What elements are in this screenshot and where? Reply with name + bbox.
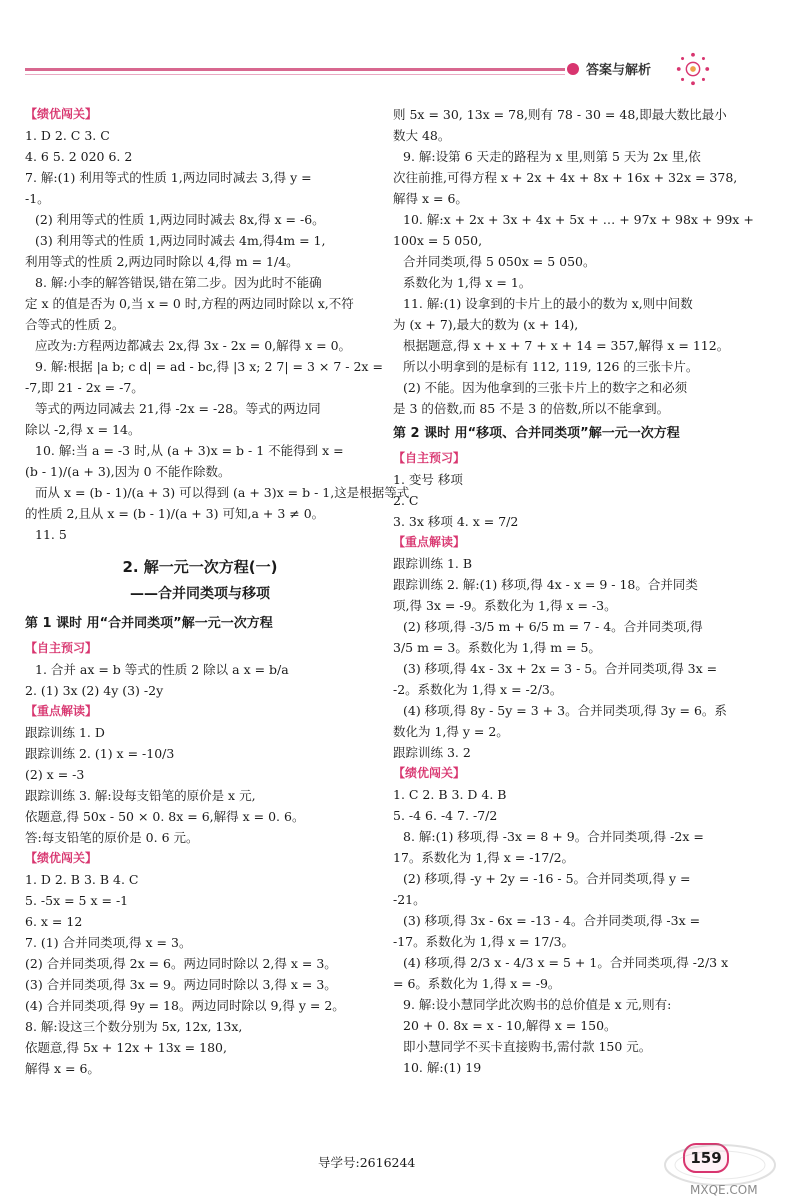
answer-line: 解得 x = 6。 (25, 1061, 100, 1076)
answer-line: 根据题意,得 x + x + 7 + x + 14 = 357,解得 x = 112。 (403, 338, 730, 353)
header-dot-icon (567, 63, 579, 75)
section-tag: 【自主预习】 (25, 641, 98, 655)
answer-line: 9. 解:设小慧同学此次购书的总价值是 x 元,则有: (403, 997, 672, 1012)
section-tag: 【重点解读】 (393, 535, 466, 549)
header-title: 答案与解析 (586, 63, 652, 78)
answer-line: (2) x = -3 (25, 767, 85, 782)
answer-line: 数化为 1,得 y = 2。 (393, 724, 509, 739)
answer-line: 8. 解:设这三个数分别为 5x, 12x, 13x, (25, 1019, 243, 1034)
section-tag: 【绩优闯关】 (25, 107, 98, 121)
answer-line: 1. C 2. B 3. D 4. B (393, 787, 507, 802)
answer-line: 2. C (393, 493, 419, 508)
answer-line: 即小慧同学不买卡直接购书,需付款 150 元。 (403, 1039, 652, 1054)
answer-line: 11. 5 (35, 527, 67, 542)
guide-code: 导学号:2616244 (318, 1155, 416, 1170)
answer-line: 4. 6 5. 2 020 6. 2 (25, 149, 133, 164)
section-tag: 【绩优闯关】 (393, 766, 466, 780)
answer-line: 10. 解:x + 2x + 3x + 4x + 5x + … + 97x + 98x + 99x + (403, 212, 754, 227)
answer-line: (3) 合并同类项,得 3x = 9。两边同时除以 3,得 x = 3。 (25, 977, 337, 992)
answer-line: 除以 -2,得 x = 14。 (25, 422, 141, 437)
answer-line: 数大 48。 (393, 128, 451, 143)
answer-line: 5. -5x = 5 x = -1 (25, 893, 129, 908)
answer-line: 2. (1) 3x (2) 4y (3) -2y (25, 683, 164, 698)
answer-line: 8. 解:小李的解答错误,错在第二步。因为此时不能确 (35, 275, 322, 290)
answer-line: 为 (x + 7),最大的数为 (x + 14), (393, 317, 579, 332)
answer-line: 跟踪训练 1. B (393, 556, 473, 571)
answer-line: 次往前推,可得方程 x + 2x + 4x + 8x + 16x + 32x = 378, (393, 170, 738, 185)
answer-line: 1. D 2. C 3. C (25, 128, 110, 143)
answer-line: 等式的两边同减去 21,得 -2x = -28。等式的两边同 (35, 401, 321, 416)
answer-line: 依题意,得 50x - 50 × 0. 8x = 6,解得 x = 0. 6。 (25, 809, 305, 824)
answer-line: 11. 解:(1) 设拿到的卡片上的最小的数为 x,则中间数 (403, 296, 693, 311)
answer-line: 100x = 5 050, (393, 233, 483, 248)
answer-line: 10. 解:(1) 19 (403, 1060, 482, 1075)
answer-line: (3) 移项,得 4x - 3x + 2x = 3 - 5。合并同类项,得 3x = (403, 661, 718, 676)
answer-line: 9. 解:设第 6 天走的路程为 x 里,则第 5 天为 2x 里,依 (403, 149, 701, 164)
answer-line: (4) 合并同类项,得 9y = 18。两边同时除以 9,得 y = 2。 (25, 998, 345, 1013)
answer-line: 解得 x = 6。 (393, 191, 468, 206)
answer-line: 6. x = 12 (25, 914, 83, 929)
answer-line: 应改为:方程两边都减去 2x,得 3x - 2x = 0,解得 x = 0。 (35, 338, 352, 353)
answer-line: (2) 不能。因为他拿到的三张卡片上的数字之和必须 (403, 380, 688, 395)
answer-line: 7. 解:(1) 利用等式的性质 1,两边同时减去 3,得 y = (25, 170, 312, 185)
section-tag: 【自主预习】 (393, 451, 466, 465)
answer-line: 而从 x = (b - 1)/(a + 3) 可以得到 (a + 3)x = b - 1,这是根据等式 (35, 485, 410, 500)
answer-line: 合并同类项,得 5 050x = 5 050。 (403, 254, 596, 269)
right-column (393, 104, 754, 1078)
left-column (25, 104, 410, 1079)
answer-line: 所以小明拿到的是标有 112, 119, 126 的三张卡片。 (403, 359, 699, 374)
answer-line: 8. 解:(1) 移项,得 -3x = 8 + 9。合并同类项,得 -2x = (403, 829, 704, 844)
answer-line: 依题意,得 5x + 12x + 13x = 180, (25, 1040, 227, 1055)
answer-line: -1。 (25, 191, 50, 206)
answer-line: 系数化为 1,得 x = 1。 (403, 275, 532, 290)
section-title: 2. 解一元一次方程(一) (122, 558, 278, 576)
answer-line: 1. 合并 ax = b 等式的性质 2 除以 a x = b/a (35, 662, 289, 677)
answer-line: 则 5x = 30, 13x = 78,则有 78 - 30 = 48,即最大数比最小 (393, 107, 727, 122)
answer-line: 17。系数化为 1,得 x = -17/2。 (393, 850, 575, 865)
section-tag: 【重点解读】 (25, 704, 98, 718)
lesson-heading: 第 1 课时 用“合并同类项”解一元一次方程 (25, 616, 273, 631)
answer-line: 10. 解:当 a = -3 时,从 (a + 3)x = b - 1 不能得到 x = (35, 443, 344, 458)
answer-line: 3. 3x 移项 4. x = 7/2 (393, 514, 519, 529)
answer-line: (3) 移项,得 3x - 6x = -13 - 4。合并同类项,得 -3x = (403, 913, 701, 928)
answer-line: 跟踪训练 2. 解:(1) 移项,得 4x - x = 9 - 18。合并同类 (393, 577, 698, 592)
answer-line: 跟踪训练 3. 解:设每支铅笔的原价是 x 元, (25, 788, 256, 803)
answer-line: (3) 利用等式的性质 1,两边同时减去 4m,得4m = 1, (35, 233, 326, 248)
section-subtitle: ——合并同类项与移项 (130, 586, 270, 602)
watermark-text: MXQE.COM (690, 1183, 758, 1197)
answer-line: (4) 移项,得 2/3 x - 4/3 x = 5 + 1。合并同类项,得 -2/3 x (403, 955, 729, 970)
lesson-heading: 第 2 课时 用“移项、合并同类项”解一元一次方程 (393, 426, 680, 441)
answer-line: 是 3 的倍数,而 85 不是 3 的倍数,所以不能拿到。 (393, 401, 670, 416)
answer-line: = 6。系数化为 1,得 x = -9。 (393, 976, 561, 991)
answer-line: -21。 (393, 892, 426, 907)
page-number: 159 (690, 1149, 722, 1167)
answer-line: (b - 1)/(a + 3),因为 0 不能作除数。 (25, 464, 231, 479)
answer-line: 20 + 0. 8x = x - 10,解得 x = 150。 (403, 1018, 617, 1033)
answer-line: 合等式的性质 2。 (25, 317, 125, 332)
answer-line: 定 x 的值是否为 0,当 x = 0 时,方程的两边同时除以 x,不符 (25, 296, 354, 311)
answer-line: (2) 利用等式的性质 1,两边同时减去 8x,得 x = -6。 (35, 212, 325, 227)
answer-line: 5. -4 6. -4 7. -7/2 (393, 808, 498, 823)
answer-line: 1. D 2. B 3. B 4. C (25, 872, 139, 887)
answer-line: 答:每支铅笔的原价是 0. 6 元。 (25, 830, 199, 845)
answer-line: (2) 合并同类项,得 2x = 6。两边同时除以 2,得 x = 3。 (25, 956, 337, 971)
answer-line: 跟踪训练 2. (1) x = -10/3 (25, 746, 175, 761)
header-rule (25, 68, 565, 71)
answer-line: (2) 移项,得 -y + 2y = -16 - 5。合并同类项,得 y = (403, 871, 691, 886)
answer-line: -2。系数化为 1,得 x = -2/3。 (393, 682, 563, 697)
answer-line: 项,得 3x = -9。系数化为 1,得 x = -3。 (393, 598, 617, 613)
answer-line: 9. 解:根据 |a b; c d| = ad - bc,得 |3 x; 2 7| = 3 × 7 - 2x = (35, 359, 383, 374)
header-rule-thin (25, 74, 565, 75)
answer-line: 跟踪训练 1. D (25, 725, 105, 740)
answer-line: 1. 变号 移项 (393, 472, 463, 487)
answer-line: -17。系数化为 1,得 x = 17/3。 (393, 934, 575, 949)
flower-logo-icon (674, 50, 712, 88)
answer-line: (2) 移项,得 -3/5 m + 6/5 m = 7 - 4。合并同类项,得 (403, 619, 703, 634)
answer-line: 7. (1) 合并同类项,得 x = 3。 (25, 935, 192, 950)
answer-line: 的性质 2,且从 x = (b - 1)/(a + 3) 可知,a + 3 ≠ 0。 (25, 506, 325, 521)
answer-line: 利用等式的性质 2,两边同时除以 4,得 m = 1/4。 (25, 254, 299, 269)
answer-line: 3/5 m = 3。系数化为 1,得 m = 5。 (393, 640, 601, 655)
answer-line: -7,即 21 - 2x = -7。 (25, 380, 144, 395)
answer-line: 跟踪训练 3. 2 (393, 745, 471, 760)
answer-line: (4) 移项,得 8y - 5y = 3 + 3。合并同类项,得 3y = 6。系 (403, 703, 727, 718)
section-tag: 【绩优闯关】 (25, 851, 98, 865)
